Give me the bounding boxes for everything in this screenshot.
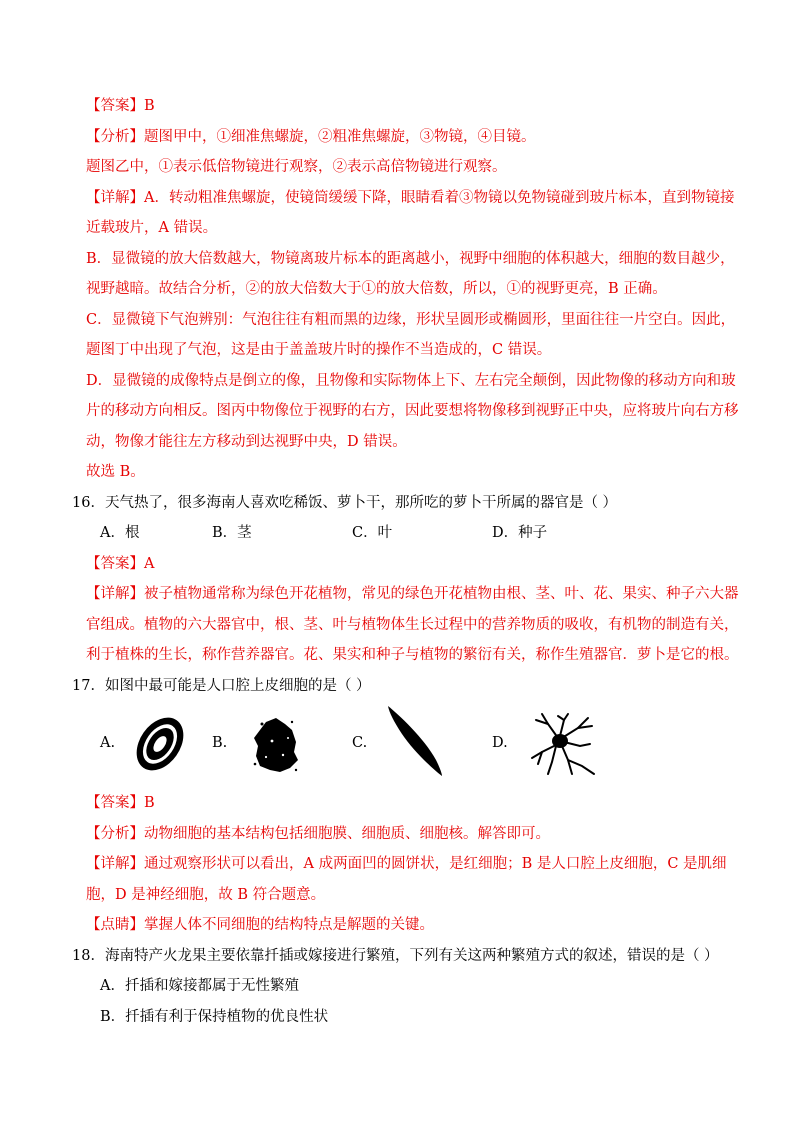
q15-answer: 【答案】B (86, 98, 155, 114)
q17-question: 17．如图中最可能是人口腔上皮细胞的是（ ） (72, 678, 371, 694)
q15-detail-d-line-1: D．显微镜的成像特点是倒立的像，且物像和实际物体上下、左右完全颠倒，因此物像的移动方向和玻 (86, 373, 736, 389)
nerve-cell-image (528, 712, 598, 776)
q18-option-b: B．扦插有利于保持植物的优良性状 (100, 1009, 329, 1025)
q15-conclusion: 故选 B。 (86, 464, 145, 480)
q16-option-a: A．根 (100, 525, 140, 541)
q15-detail-d-line-2: 片的移动方向相反。图丙中物像位于视野的右方，因此要想将物像移到视野正中央，应将玻片向右方移 (86, 403, 739, 419)
q18-option-a: A．扦插和嫁接都属于无性繁殖 (100, 978, 299, 994)
epithelial-cell-image (252, 716, 300, 774)
q16-detail-line-3: 利于植株的生长，称作营养器官。花、果实和种子与植物的繁衍有关，称作生殖器官．萝卜是它的根。 (86, 647, 739, 663)
q16-detail-line-2: 官组成。植物的六大器官中，根、茎、叶与植物体生长过程中的营养物质的吸收，有机物的制造有关， (86, 617, 739, 633)
red-blood-cell-image (132, 712, 188, 776)
q15-detail-c-line-1: C．显微镜下气泡辨别：气泡往往有粗而黑的边缘，形状呈圆形或椭圆形，里面往往一片空白。因此， (86, 312, 736, 328)
q15-analysis-line-2: 题图乙中，①表示低倍物镜进行观察，②表示高倍物镜进行观察。 (86, 159, 507, 175)
q16-answer: 【答案】A (86, 556, 155, 572)
q16-option-d: D．种子 (492, 525, 548, 541)
q15-detail-d-line-3: 动，物像才能往左方移动到达视野中央，D 错误。 (86, 434, 407, 450)
q17-detail-line-2: 胞，D 是神经细胞，故 B 符合题意。 (86, 887, 326, 903)
muscle-cell-image (384, 704, 448, 778)
q16-option-b: B．茎 (212, 525, 252, 541)
q17-label-b: B. (212, 735, 228, 751)
q15-detail-a-line-2: 近载玻片，A 错误。 (86, 220, 218, 236)
q17-label-a: A. (100, 735, 116, 751)
q17-tip: 【点睛】掌握人体不同细胞的结构特点是解题的关键。 (86, 917, 434, 933)
q15-detail-a-line-1: 【详解】A．转动粗准焦螺旋，使镜筒缓缓下降，眼睛看着③物镜以免物镜碰到玻片标本，直到物镜接 (86, 190, 735, 206)
q16-option-c: C．叶 (352, 525, 393, 541)
q17-label-c: C. (352, 735, 368, 751)
q17-answer: 【答案】B (86, 795, 155, 811)
q15-detail-c-line-2: 题图丁中出现了气泡，这是由于盖盖玻片时的操作不当造成的，C 错误。 (86, 342, 552, 358)
q17-analysis: 【分析】动物细胞的基本结构包括细胞膜、细胞质、细胞核。解答即可。 (86, 826, 550, 842)
q18-question: 18．海南特产火龙果主要依靠扦插或嫁接进行繁殖，下列有关这两种繁殖方式的叙述，错误的是（ ） (72, 948, 719, 964)
q16-detail-line-1: 【详解】被子植物通常称为绿色开花植物，常见的绿色开花植物由根、茎、叶、花、果实、种子六大器 (86, 586, 739, 602)
q16-question: 16．天气热了，很多海南人喜欢吃稀饭、萝卜干，那所吃的萝卜干所属的器官是（ ） (72, 495, 618, 511)
q17-label-d: D. (492, 735, 508, 751)
q15-detail-b-line-2: 视野越暗。故结合分析，②的放大倍数大于①的放大倍数，所以，①的视野更亮，B 正确。 (86, 281, 667, 297)
q15-analysis-line-1: 【分析】题图甲中，①细准焦螺旋，②粗准焦螺旋，③物镜，④目镜。 (86, 129, 536, 145)
q15-detail-b-line-1: B．显微镜的放大倍数越大，物镜离玻片标本的距离越小，视野中细胞的体积越大，细胞的数目越少， (86, 251, 735, 267)
q17-detail-line-1: 【详解】通过观察形状可以看出，A 成两面凹的圆饼状，是红细胞；B 是人口腔上皮细胞，C 是肌细 (86, 856, 727, 872)
